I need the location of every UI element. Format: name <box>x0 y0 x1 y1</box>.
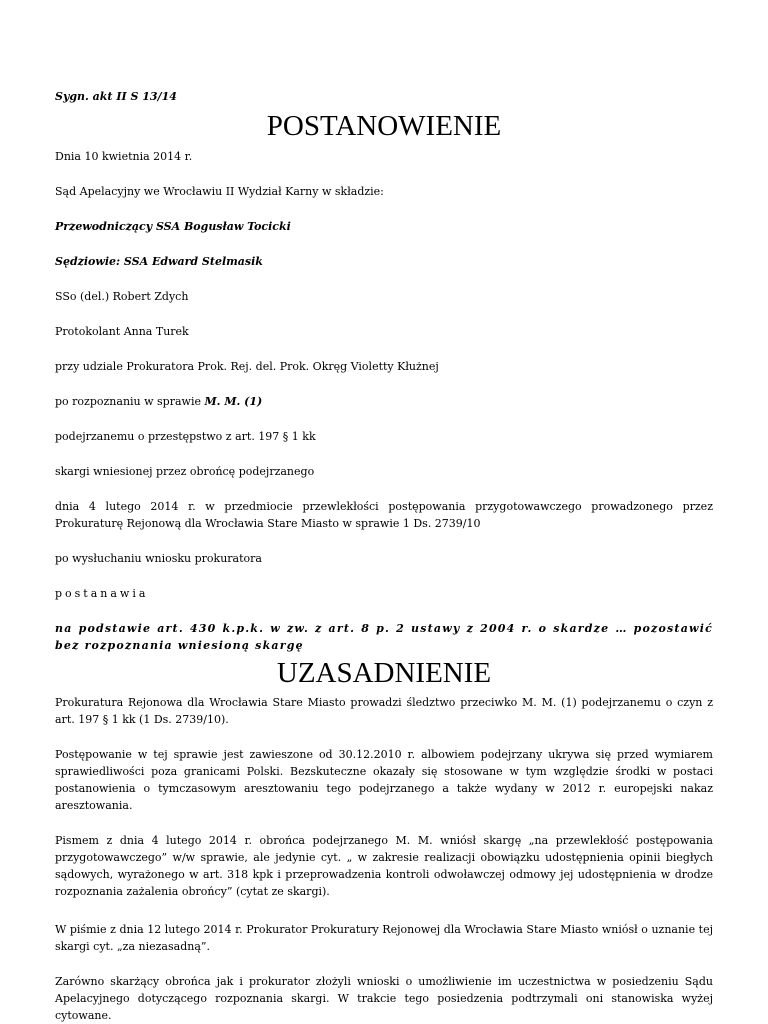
after-hearing-line: po wysłuchaniu wniosku prokuratora <box>55 552 262 565</box>
decides-word: postanawia <box>55 587 149 600</box>
judges-line: Sędziowie: SSA Edward Stelmasik <box>55 255 263 268</box>
justification-paragraph-4: W piśmie z dnia 12 lutego 2014 r. Prokurator Prokuratury Rejonowej dla Wrocławia Stare Miasto wniósł o uznanie tej skargi cyt. „za niezasadną”. <box>55 923 713 953</box>
court-composition: Sąd Apelacyjny we Wrocławiu II Wydział Karny w składzie: <box>55 185 384 198</box>
justification-title: UZASADNIENIE <box>276 657 492 689</box>
decision-date: Dnia 10 kwietnia 2014 r. <box>55 150 193 163</box>
prosecutor-participation: przy udziale Prokuratora Prok. Rej. del. Prok. Okręg Violetty Kłużnej <box>55 360 439 373</box>
charge-line: podejrzanemu o przestępstwo z art. 197 § 1 kk <box>55 430 316 443</box>
document-title: POSTANOWIENIE <box>266 110 502 142</box>
presiding-judge: Przewodniczący SSA Bogusław Tocicki <box>55 220 291 233</box>
case-line <box>55 393 262 410</box>
complaint-line: skargi wniesionej przez obrońcę podejrzanego <box>55 465 315 478</box>
justification-paragraph-3: Pismem z dnia 4 lutego 2014 r. obrońca podejrzanego M. M. wniósł skargę „na przewlekłość postępowania przygotowawczego” w/w sprawie, ale jedynie cyt. „ w zakresie realizacji obowiązku udostępnienia opinii biegłych sądowych, wyrażonego w art. 318 kpk i przeprowadzenia kontroli odwoławczej odmowy jej udostępnienia w drodze rozpoznania zażalenia obrońcy” (cytat ze skargi). <box>55 834 713 898</box>
court-clerk: Protokolant Anna Turek <box>55 325 189 338</box>
case-signature: Sygn. akt II S 13/14 <box>55 90 177 103</box>
hearing-paragraph: dnia 4 lutego 2014 r. w przedmiocie przewlekłości postępowania przygotowawczego prowadzonego przez Prokuraturę Rejonową dla Wrocławia Stare Miasto w sprawie 1 Ds. 2739/10 <box>55 500 713 530</box>
decision-text: na podstawie art. 430 k.p.k. w zw. z art. 8 p. 2 ustawy z 2004 r. o skardze … pozostawić bez rozpoznania wniesioną skargę <box>55 622 713 652</box>
case-name: M. M. (1) <box>204 395 263 408</box>
justification-paragraph-2: Postępowanie w tej sprawie jest zawieszone od 30.12.2010 r. albowiem podejrzany ukrywa się przed wymiarem sprawiedliwości poza granicami Polski. Bezskuteczne okazały się stosowane w tym względzie środki w postaci postanowienia o tymczasowym aresztowaniu tego podejrzanego a także wydany w 2012 r. europejski nakaz aresztowania. <box>55 748 713 812</box>
delegated-judge: SSo (del.) Robert Zdych <box>55 290 189 303</box>
justification-paragraph-1: Prokuratura Rejonowa dla Wrocławia Stare Miasto prowadzi śledztwo przeciwko M. M. (1) podejrzanemu o czyn z art. 197 § 1 kk (1 Ds. 2739/10). <box>55 696 713 726</box>
case-prefix: po rozpoznaniu w sprawie <box>55 395 205 408</box>
justification-paragraph-5: Zarówno skarżący obrońca jak i prokurator złożyli wnioski o umożliwienie im uczestnictwa w posiedzeniu Sądu Apelacyjnego dotyczącego rozpoznania skargi. W trakcie tego posiedzenia podtrzymali oni stanowiska wyżej cytowane. <box>55 975 713 1022</box>
